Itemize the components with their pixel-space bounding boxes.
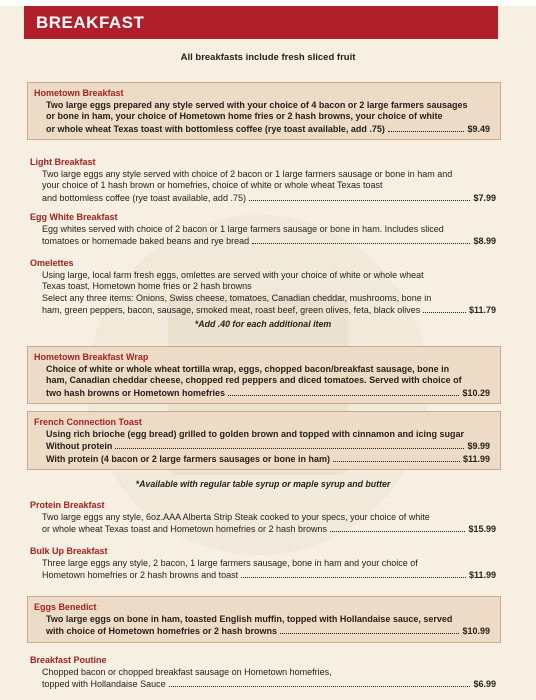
item-note: *Available with regular table syrup or maple syrup and butter	[135, 479, 391, 489]
price-leader	[169, 678, 471, 687]
price-leader	[115, 440, 464, 449]
item-title: Hometown Breakfast	[34, 88, 124, 98]
price-leader	[280, 625, 459, 634]
menu-item-breakfast-wrap	[27, 346, 501, 404]
menu-item-protein-breakfast	[30, 500, 496, 536]
item-price: $8.99	[473, 236, 496, 246]
item-description-line: Two large eggs on bone in ham, toasted English muffin, topped with Hollandaise sauce, served	[46, 613, 453, 624]
item-description-line: and bottomless coffee (rye toast available, add .75)	[42, 192, 246, 203]
item-price: $9.49	[467, 123, 490, 134]
section-title: BREAKFAST	[36, 13, 145, 32]
price-leader	[423, 304, 466, 313]
item-description-line: your choice of 1 hash brown or homefries, choice of white or whole wheat Texas toast	[42, 180, 383, 190]
item-description-line: Two large eggs any style served with choice of 2 bacon or 1 large farmers sausage or bone in ham and	[42, 168, 453, 179]
item-description-line: Using rich brioche (egg bread) grilled to golden brown and topped with cinnamon and icing sugar	[46, 428, 465, 439]
item-title: Light Breakfast	[30, 157, 96, 167]
item-title: French Connection Toast	[34, 417, 142, 427]
price-leader	[333, 453, 460, 462]
item-description-line: Select any three items: Onions, Swiss cheese, tomatoes, Canadian cheddar, mushrooms, bone in	[42, 292, 432, 303]
item-title: Protein Breakfast	[30, 500, 105, 510]
item-price: $6.99	[473, 679, 496, 689]
item-description-line: Egg whites served with choice of 2 bacon or 1 large farmers sausage or bone in ham. Includes sliced	[42, 223, 444, 234]
item-description-line: Chopped bacon or chopped breakfast sausage on Hometown homefries,	[42, 666, 332, 677]
section-subtitle: All breakfasts include fresh sliced fruit	[180, 52, 356, 63]
item-description-line: Two large eggs any style, 6oz.AAA Alberta Strip Steak cooked to your specs, your choice of white	[42, 511, 430, 522]
price-leader	[252, 235, 470, 244]
price-leader	[228, 387, 459, 396]
item-price: $11.79	[468, 305, 496, 315]
menu-item-french-connection-toast	[27, 411, 501, 470]
item-description-line: Three large eggs any style, 2 bacon, 1 large farmers sausage, bone in ham and your choice of	[42, 557, 418, 568]
item-description-line: or whole wheat Texas toast and Hometown homefries or 2 hash browns	[42, 524, 327, 534]
item-description-line: two hash browns or Hometown homefries	[46, 387, 226, 398]
item-title: Bulk Up Breakfast	[30, 546, 108, 556]
option-label: With protein (4 bacon or 2 large farmers sausages or bone in ham)	[46, 453, 330, 464]
item-description-line: Texas toast, Hometown home fries or 2 hash browns	[42, 281, 252, 291]
item-description-line: Using large, local farm fresh eggs, omlettes are served with your choice of white or whole wheat	[42, 269, 424, 280]
item-description-line: topped with Hollandaise Sauce	[42, 679, 166, 689]
price-leader	[241, 569, 466, 578]
menu-item-omelettes	[30, 258, 496, 330]
item-description-line: ham, Canadian cheddar cheese, chopped red peppers and diced tomatoes. Served with choice of	[46, 375, 462, 385]
section-header	[24, 6, 498, 39]
item-description-line: ham, green peppers, bacon, sausage, smoked meat, roast beef, green olives, feta, black olives	[42, 305, 421, 315]
item-description-line: or whole wheat Texas toast with bottomless coffee (rye toast available, add .75)	[46, 123, 385, 134]
item-title: Breakfast Poutine	[30, 655, 107, 665]
item-title: Eggs Benedict	[34, 602, 97, 612]
item-description-line: Hometown homefries or 2 hash browns and toast	[42, 570, 239, 580]
item-title: Hometown Breakfast Wrap	[34, 352, 149, 362]
menu-item-hometown-breakfast	[27, 82, 501, 140]
item-price: $7.99	[473, 192, 496, 203]
syrup-note	[30, 479, 496, 491]
item-description-line: Two large eggs prepared any style served with your choice of 4 bacon or 2 large farmers sausages	[46, 99, 468, 110]
item-description-line: tomatoes or homemade baked beans and rye bread	[42, 236, 250, 246]
item-price: $11.99	[468, 570, 496, 580]
price-leader	[330, 523, 465, 532]
option-price: $11.99	[462, 453, 490, 464]
menu-item-eggs-benedict	[27, 596, 501, 643]
item-price: $10.29	[462, 387, 490, 398]
menu-item-egg-white-breakfast	[30, 212, 496, 248]
item-price: $15.99	[468, 524, 496, 534]
price-leader	[249, 192, 471, 201]
option-price: $9.99	[467, 441, 490, 451]
item-description-line: or bone in ham, your choice of Hometown home fries or 2 hash browns, your choice of white	[46, 111, 443, 121]
price-leader	[388, 123, 465, 132]
item-description-line: with choice of Hometown homefries or 2 hash browns	[46, 626, 278, 636]
item-title: Egg White Breakfast	[30, 212, 118, 222]
menu-item-light-breakfast	[30, 157, 496, 204]
menu-item-breakfast-poutine	[30, 655, 496, 691]
item-note: *Add .40 for each additional item	[194, 318, 332, 329]
item-description-line: Choice of white or whole wheat tortilla wrap, eggs, chopped bacon/breakfast sausage, bone in	[46, 363, 450, 374]
option-label: Without protein	[46, 441, 113, 451]
menu-item-bulk-up-breakfast	[30, 546, 496, 582]
item-price: $10.99	[462, 626, 490, 636]
item-title: Omelettes	[30, 258, 74, 268]
